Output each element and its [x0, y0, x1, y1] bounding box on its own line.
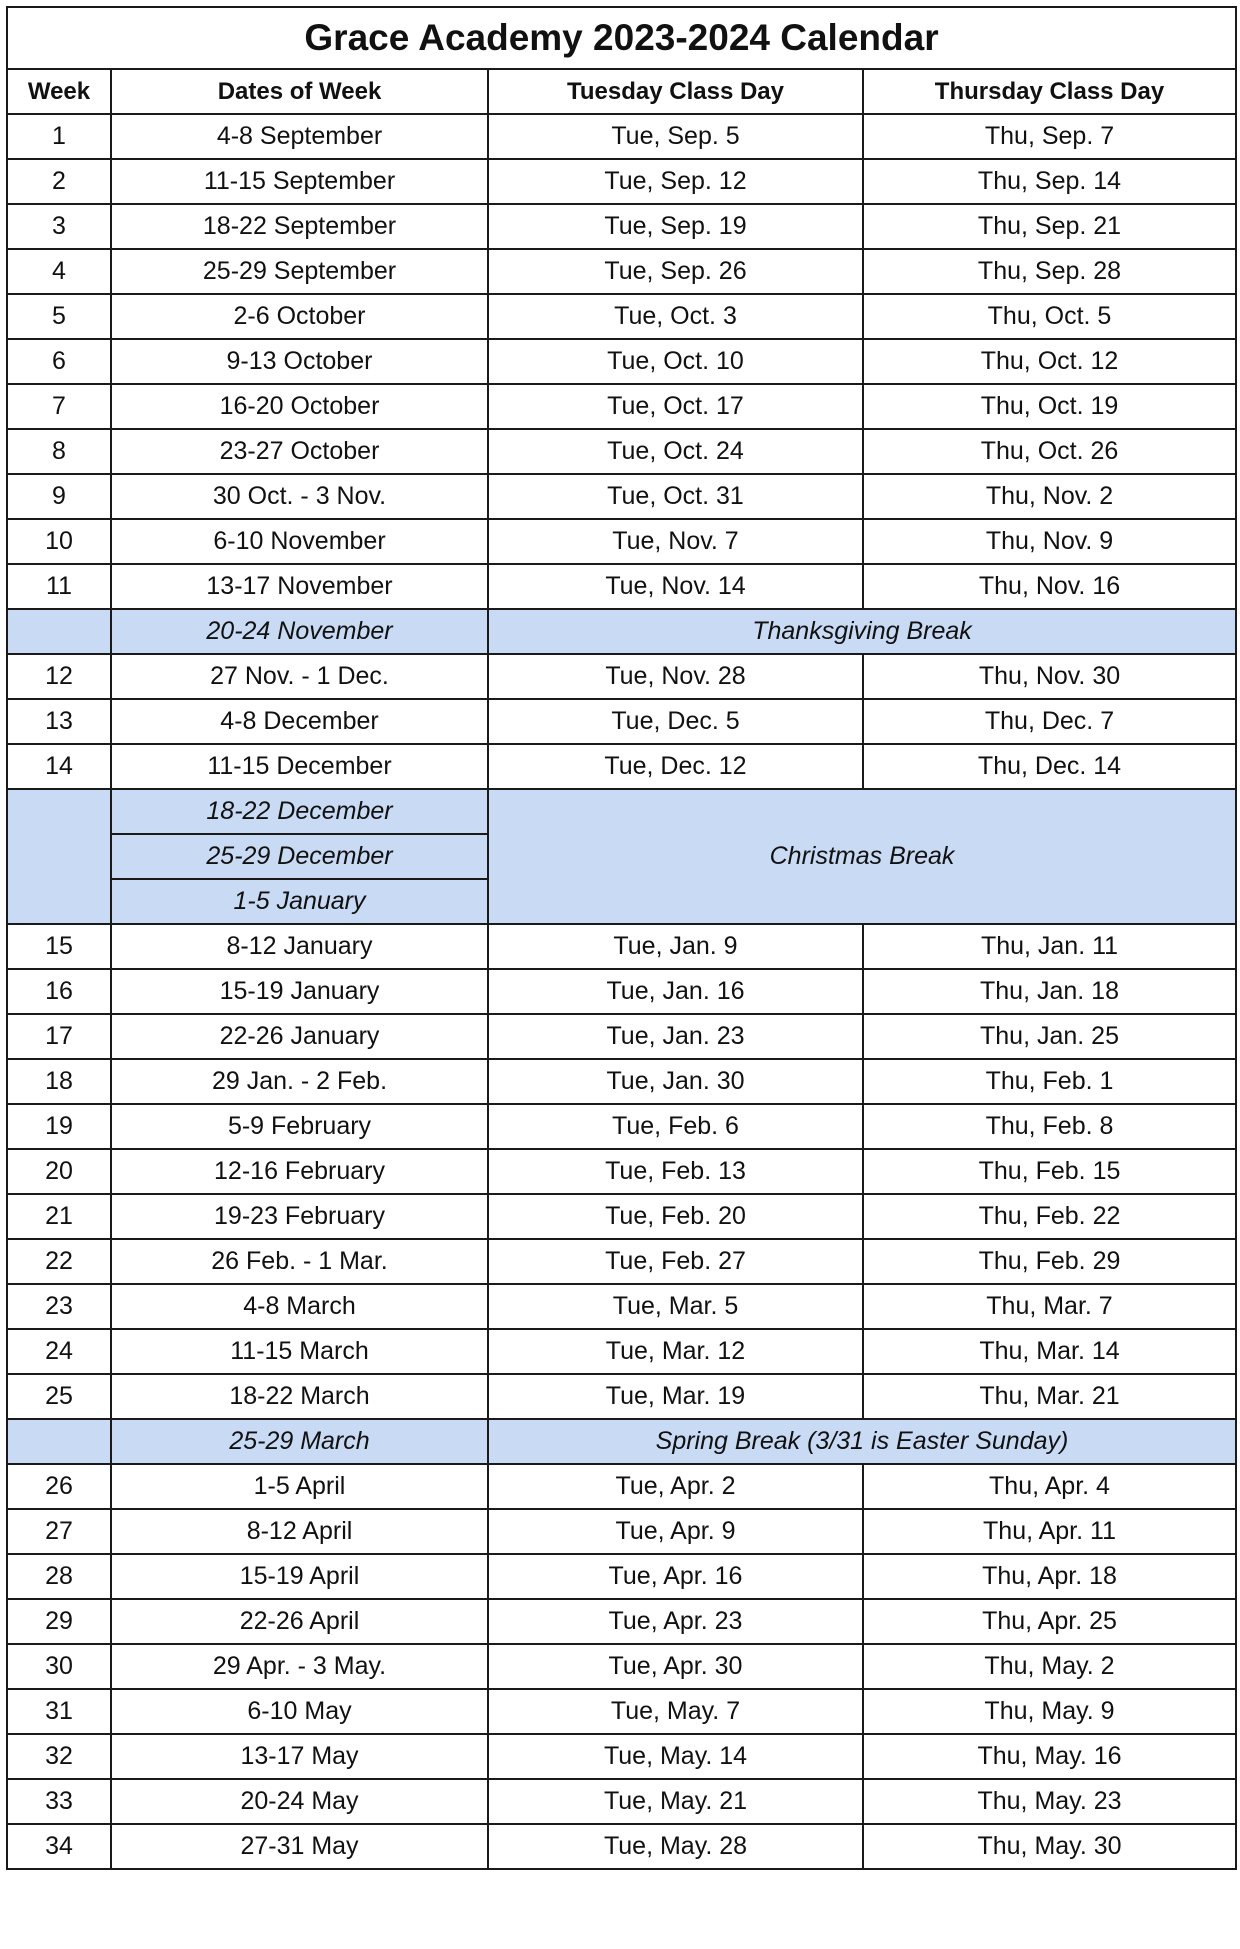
- tuesday-class-day: Tue, Mar. 5: [488, 1284, 863, 1329]
- thanksgiving-break-dates: 20-24 November: [111, 609, 488, 654]
- thursday-class-day: Thu, Nov. 9: [863, 519, 1236, 564]
- week-row: [7, 699, 1236, 744]
- thursday-class-day: Thu, Jan. 18: [863, 969, 1236, 1014]
- week-dates: 22-26 January: [111, 1014, 488, 1059]
- week-dates: 4-8 March: [111, 1284, 488, 1329]
- calendar-document: [6, 6, 1235, 1870]
- week-dates: 11-15 March: [111, 1329, 488, 1374]
- week-dates: 4-8 December: [111, 699, 488, 744]
- week-number: 8: [7, 429, 111, 474]
- week-row: [7, 519, 1236, 564]
- week-number: 2: [7, 159, 111, 204]
- tuesday-class-day: Tue, Apr. 23: [488, 1599, 863, 1644]
- week-row: [7, 1194, 1236, 1239]
- page-title: Grace Academy 2023-2024 Calendar: [7, 7, 1236, 69]
- week-number: 15: [7, 924, 111, 969]
- week-row: [7, 204, 1236, 249]
- thursday-class-day: Thu, Mar. 7: [863, 1284, 1236, 1329]
- thursday-class-day: Thu, Apr. 25: [863, 1599, 1236, 1644]
- tuesday-class-day: Tue, Dec. 5: [488, 699, 863, 744]
- thursday-class-day: Thu, Nov. 30: [863, 654, 1236, 699]
- week-number: 18: [7, 1059, 111, 1104]
- thursday-class-day: Thu, Mar. 14: [863, 1329, 1236, 1374]
- week-row: [7, 1509, 1236, 1554]
- week-dates: 13-17 November: [111, 564, 488, 609]
- thursday-class-day: Thu, Sep. 21: [863, 204, 1236, 249]
- tuesday-class-day: Tue, Jan. 16: [488, 969, 863, 1014]
- week-number: 12: [7, 654, 111, 699]
- tuesday-class-day: Tue, Mar. 12: [488, 1329, 863, 1374]
- tuesday-class-day: Tue, Apr. 2: [488, 1464, 863, 1509]
- week-row: [7, 1059, 1236, 1104]
- thursday-class-day: Thu, Oct. 5: [863, 294, 1236, 339]
- week-row: [7, 969, 1236, 1014]
- thursday-class-day: Thu, Sep. 7: [863, 114, 1236, 159]
- thursday-class-day: Thu, Nov. 16: [863, 564, 1236, 609]
- tuesday-class-day: Tue, Jan. 30: [488, 1059, 863, 1104]
- week-dates: 1-5 April: [111, 1464, 488, 1509]
- week-number-empty: [7, 1419, 111, 1464]
- tuesday-class-day: Tue, Sep. 26: [488, 249, 863, 294]
- week-row: [7, 924, 1236, 969]
- christmas-break-dates: 18-22 December: [111, 789, 488, 834]
- tuesday-class-day: Tue, May. 28: [488, 1824, 863, 1869]
- spring-break-row: [7, 1419, 1236, 1464]
- week-row: [7, 1554, 1236, 1599]
- column-header-thursday: Thursday Class Day: [863, 69, 1236, 114]
- week-number: 21: [7, 1194, 111, 1239]
- thanksgiving-break-label: Thanksgiving Break: [488, 609, 1236, 654]
- tuesday-class-day: Tue, Mar. 19: [488, 1374, 863, 1419]
- christmas-break-row: [7, 789, 1236, 834]
- week-number: 14: [7, 744, 111, 789]
- thursday-class-day: Thu, May. 2: [863, 1644, 1236, 1689]
- thursday-class-day: Thu, Oct. 26: [863, 429, 1236, 474]
- week-dates: 18-22 September: [111, 204, 488, 249]
- tuesday-class-day: Tue, Feb. 13: [488, 1149, 863, 1194]
- column-header-dates: Dates of Week: [111, 69, 488, 114]
- spring-break-dates: 25-29 March: [111, 1419, 488, 1464]
- week-dates: 4-8 September: [111, 114, 488, 159]
- week-number: 17: [7, 1014, 111, 1059]
- week-number: 3: [7, 204, 111, 249]
- week-dates: 8-12 January: [111, 924, 488, 969]
- week-row: [7, 1239, 1236, 1284]
- week-number: 24: [7, 1329, 111, 1374]
- christmas-break-dates: 1-5 January: [111, 879, 488, 924]
- thursday-class-day: Thu, Feb. 8: [863, 1104, 1236, 1149]
- thursday-class-day: Thu, Oct. 12: [863, 339, 1236, 384]
- week-number: 5: [7, 294, 111, 339]
- thanksgiving-break-row: [7, 609, 1236, 654]
- thursday-class-day: Thu, Dec. 7: [863, 699, 1236, 744]
- week-row: [7, 1284, 1236, 1329]
- week-row: [7, 1644, 1236, 1689]
- tuesday-class-day: Tue, Nov. 7: [488, 519, 863, 564]
- thursday-class-day: Thu, Jan. 11: [863, 924, 1236, 969]
- week-dates: 29 Apr. - 3 May.: [111, 1644, 488, 1689]
- week-dates: 13-17 May: [111, 1734, 488, 1779]
- tuesday-class-day: Tue, Oct. 17: [488, 384, 863, 429]
- thursday-class-day: Thu, Nov. 2: [863, 474, 1236, 519]
- week-row: [7, 744, 1236, 789]
- tuesday-class-day: Tue, Feb. 27: [488, 1239, 863, 1284]
- week-number: 29: [7, 1599, 111, 1644]
- calendar-body: [7, 114, 1236, 1869]
- week-dates: 11-15 December: [111, 744, 488, 789]
- thursday-class-day: Thu, Apr. 4: [863, 1464, 1236, 1509]
- thursday-class-day: Thu, Apr. 18: [863, 1554, 1236, 1599]
- week-dates: 15-19 January: [111, 969, 488, 1014]
- week-dates: 25-29 September: [111, 249, 488, 294]
- week-dates: 6-10 November: [111, 519, 488, 564]
- week-number: 34: [7, 1824, 111, 1869]
- week-number: 6: [7, 339, 111, 384]
- week-dates: 2-6 October: [111, 294, 488, 339]
- tuesday-class-day: Tue, Feb. 20: [488, 1194, 863, 1239]
- week-number: 9: [7, 474, 111, 519]
- thursday-class-day: Thu, Sep. 14: [863, 159, 1236, 204]
- tuesday-class-day: Tue, Sep. 12: [488, 159, 863, 204]
- week-number: 20: [7, 1149, 111, 1194]
- tuesday-class-day: Tue, Oct. 31: [488, 474, 863, 519]
- week-number: 1: [7, 114, 111, 159]
- christmas-break-dates: 25-29 December: [111, 834, 488, 879]
- tuesday-class-day: Tue, Oct. 10: [488, 339, 863, 384]
- week-number: 11: [7, 564, 111, 609]
- thursday-class-day: Thu, Dec. 14: [863, 744, 1236, 789]
- week-row: [7, 249, 1236, 294]
- title-row: [7, 7, 1236, 69]
- thursday-class-day: Thu, Feb. 1: [863, 1059, 1236, 1104]
- thursday-class-day: Thu, May. 30: [863, 1824, 1236, 1869]
- week-number: 7: [7, 384, 111, 429]
- week-number: 13: [7, 699, 111, 744]
- week-dates: 16-20 October: [111, 384, 488, 429]
- week-number-empty: [7, 609, 111, 654]
- week-row: [7, 384, 1236, 429]
- week-row: [7, 1689, 1236, 1734]
- week-number: 27: [7, 1509, 111, 1554]
- week-dates: 9-13 October: [111, 339, 488, 384]
- week-dates: 18-22 March: [111, 1374, 488, 1419]
- tuesday-class-day: Tue, Dec. 12: [488, 744, 863, 789]
- thursday-class-day: Thu, Jan. 25: [863, 1014, 1236, 1059]
- week-row: [7, 564, 1236, 609]
- tuesday-class-day: Tue, Apr. 30: [488, 1644, 863, 1689]
- week-dates: 15-19 April: [111, 1554, 488, 1599]
- thursday-class-day: Thu, Apr. 11: [863, 1509, 1236, 1554]
- week-number: 33: [7, 1779, 111, 1824]
- week-dates: 20-24 May: [111, 1779, 488, 1824]
- week-row: [7, 1599, 1236, 1644]
- week-row: [7, 429, 1236, 474]
- week-row: [7, 1104, 1236, 1149]
- tuesday-class-day: Tue, Nov. 14: [488, 564, 863, 609]
- week-row: [7, 654, 1236, 699]
- week-number: 30: [7, 1644, 111, 1689]
- thursday-class-day: Thu, Sep. 28: [863, 249, 1236, 294]
- week-number: 19: [7, 1104, 111, 1149]
- week-row: [7, 1779, 1236, 1824]
- week-dates: 12-16 February: [111, 1149, 488, 1194]
- calendar-table: [6, 6, 1237, 1870]
- tuesday-class-day: Tue, Apr. 16: [488, 1554, 863, 1599]
- tuesday-class-day: Tue, Oct. 3: [488, 294, 863, 339]
- tuesday-class-day: Tue, Jan. 9: [488, 924, 863, 969]
- week-dates: 27-31 May: [111, 1824, 488, 1869]
- week-dates: 6-10 May: [111, 1689, 488, 1734]
- week-number: 22: [7, 1239, 111, 1284]
- week-number: 31: [7, 1689, 111, 1734]
- week-number: 23: [7, 1284, 111, 1329]
- thursday-class-day: Thu, Feb. 22: [863, 1194, 1236, 1239]
- week-dates: 30 Oct. - 3 Nov.: [111, 474, 488, 519]
- tuesday-class-day: Tue, Oct. 24: [488, 429, 863, 474]
- week-row: [7, 1014, 1236, 1059]
- week-row: [7, 114, 1236, 159]
- thursday-class-day: Thu, Mar. 21: [863, 1374, 1236, 1419]
- thursday-class-day: Thu, May. 9: [863, 1689, 1236, 1734]
- week-number: 10: [7, 519, 111, 564]
- christmas-break-label: Christmas Break: [488, 789, 1236, 924]
- week-dates: 27 Nov. - 1 Dec.: [111, 654, 488, 699]
- week-row: [7, 1329, 1236, 1374]
- thursday-class-day: Thu, May. 16: [863, 1734, 1236, 1779]
- week-row: [7, 1374, 1236, 1419]
- column-header-tuesday: Tuesday Class Day: [488, 69, 863, 114]
- week-dates: 29 Jan. - 2 Feb.: [111, 1059, 488, 1104]
- week-dates: 19-23 February: [111, 1194, 488, 1239]
- week-dates: 8-12 April: [111, 1509, 488, 1554]
- tuesday-class-day: Tue, Jan. 23: [488, 1014, 863, 1059]
- week-row: [7, 159, 1236, 204]
- tuesday-class-day: Tue, Apr. 9: [488, 1509, 863, 1554]
- thursday-class-day: Thu, Feb. 29: [863, 1239, 1236, 1284]
- thursday-class-day: Thu, Oct. 19: [863, 384, 1236, 429]
- week-row: [7, 474, 1236, 519]
- tuesday-class-day: Tue, Sep. 19: [488, 204, 863, 249]
- week-row: [7, 1734, 1236, 1779]
- tuesday-class-day: Tue, Feb. 6: [488, 1104, 863, 1149]
- week-row: [7, 294, 1236, 339]
- week-row: [7, 1824, 1236, 1869]
- spring-break-label: Spring Break (3/31 is Easter Sunday): [488, 1419, 1236, 1464]
- header-row: [7, 69, 1236, 114]
- week-row: [7, 1464, 1236, 1509]
- tuesday-class-day: Tue, May. 21: [488, 1779, 863, 1824]
- thursday-class-day: Thu, Feb. 15: [863, 1149, 1236, 1194]
- tuesday-class-day: Tue, Sep. 5: [488, 114, 863, 159]
- week-number: 26: [7, 1464, 111, 1509]
- week-dates: 5-9 February: [111, 1104, 488, 1149]
- week-number: 4: [7, 249, 111, 294]
- week-dates: 23-27 October: [111, 429, 488, 474]
- week-dates: 11-15 September: [111, 159, 488, 204]
- tuesday-class-day: Tue, May. 14: [488, 1734, 863, 1779]
- week-number: 28: [7, 1554, 111, 1599]
- week-number: 25: [7, 1374, 111, 1419]
- week-dates: 22-26 April: [111, 1599, 488, 1644]
- week-number: 16: [7, 969, 111, 1014]
- column-header-week: Week: [7, 69, 111, 114]
- thursday-class-day: Thu, May. 23: [863, 1779, 1236, 1824]
- week-dates: 26 Feb. - 1 Mar.: [111, 1239, 488, 1284]
- week-number-empty: [7, 789, 111, 924]
- week-row: [7, 1149, 1236, 1194]
- week-row: [7, 339, 1236, 384]
- tuesday-class-day: Tue, May. 7: [488, 1689, 863, 1734]
- tuesday-class-day: Tue, Nov. 28: [488, 654, 863, 699]
- week-number: 32: [7, 1734, 111, 1779]
